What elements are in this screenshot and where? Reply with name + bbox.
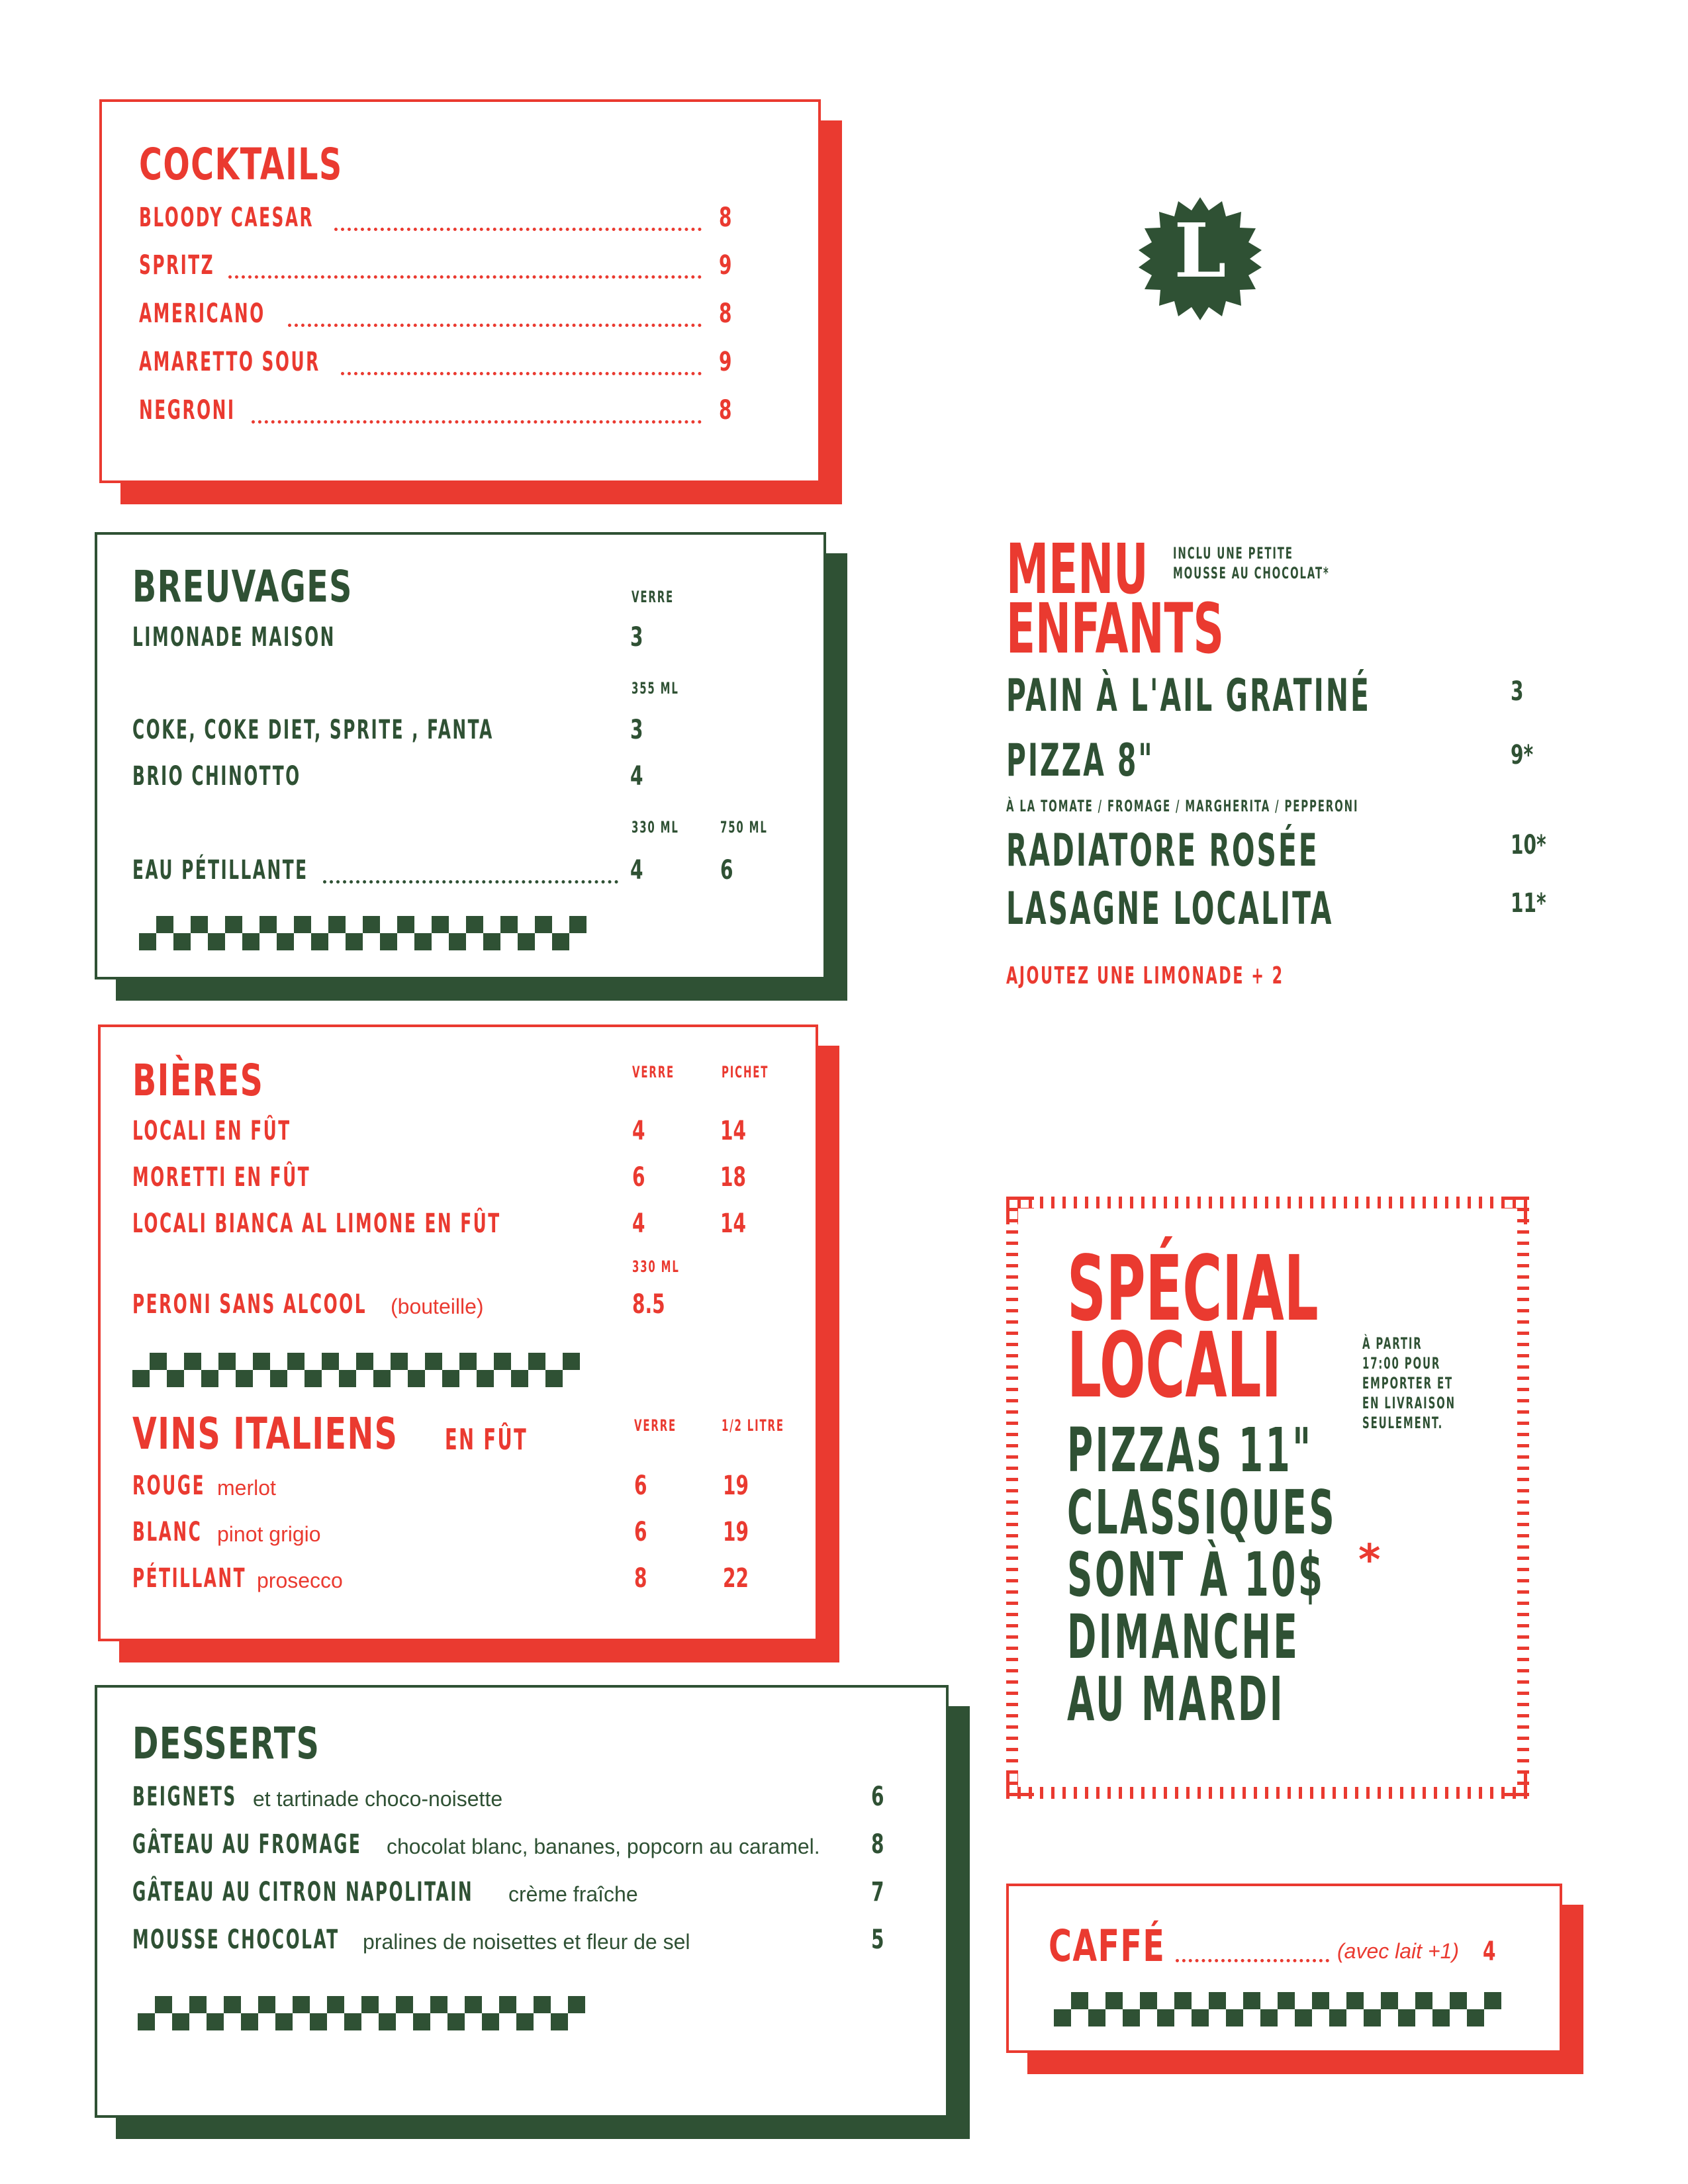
beer-name: MORETTI EN FÛT (132, 1162, 311, 1193)
beer-price-verre: 4 (632, 1208, 645, 1239)
wine-desc: prosecco (257, 1569, 343, 1592)
kids-menu-title-line2: ENFANTS (1006, 588, 1224, 669)
cocktail-price: 9 (719, 347, 732, 377)
desserts-title: DESSERTS (132, 1718, 320, 1769)
special-line: PIZZAS 11" (1067, 1415, 1313, 1486)
caffe-price: 4 (1483, 1936, 1496, 1967)
special-line: AU MARDI (1067, 1664, 1286, 1735)
cocktail-price: 8 (719, 395, 732, 426)
beer-price: 8.5 (632, 1289, 665, 1320)
column-header: PICHET (722, 1063, 769, 1081)
drink-price: 3 (630, 622, 643, 653)
cocktail-name: SPRITZ (139, 250, 215, 281)
drink-name: LIMONADE MAISON (132, 622, 336, 653)
cocktail-name: AMARETTO SOUR (139, 347, 320, 377)
drink-name: EAU PÉTILLANTE (132, 855, 308, 886)
dot-leader (288, 324, 702, 327)
checker-divider (138, 1996, 585, 2030)
vins-subtitle: EN FÛT (445, 1423, 528, 1457)
dessert-desc: chocolat blanc, bananes, popcorn au caramel. (387, 1835, 820, 1858)
kids-item-name: PIZZA 8" (1006, 735, 1154, 787)
kids-menu-note: MOUSSE AU CHOCOLAT* (1173, 564, 1330, 582)
drink-price-large: 6 (720, 855, 733, 886)
beer-price-verre: 6 (632, 1162, 645, 1193)
wine-price-verre: 8 (634, 1563, 647, 1594)
column-header: 1/2 LITRE (722, 1416, 784, 1435)
checker-divider (1054, 1992, 1501, 2026)
dessert-name: GÂTEAU AU CITRON NAPOLITAIN (132, 1877, 474, 1907)
caffe-note: (avec lait +1) (1337, 1939, 1460, 1963)
beer-name: PERONI SANS ALCOOL (132, 1289, 367, 1320)
column-header: 355 ML (632, 679, 679, 698)
beer-desc: (bouteille) (391, 1295, 484, 1318)
column-header: 750 ML (720, 818, 768, 837)
cocktails-title: COCKTAILS (139, 139, 343, 190)
drink-name: BRIO CHINOTTO (132, 761, 301, 792)
dot-leader (228, 275, 702, 279)
kids-item-price: 3 (1511, 676, 1524, 707)
breuvages-title: BREUVAGES (132, 561, 353, 612)
beer-price-pichet: 14 (720, 1208, 746, 1239)
dessert-price: 6 (871, 1782, 884, 1812)
beer-price-pichet: 18 (720, 1162, 746, 1193)
column-header: VERRE (632, 1063, 675, 1081)
column-header: 330 ML (632, 1257, 680, 1276)
drink-price-small: 4 (630, 855, 643, 886)
bieres-title: BIÈRES (132, 1055, 264, 1106)
column-header: VERRE (634, 1416, 677, 1435)
kids-item-price: 11* (1511, 888, 1546, 919)
dessert-desc: pralines de noisettes et fleur de sel (363, 1930, 690, 1954)
wine-name: PÉTILLANT (132, 1563, 247, 1594)
caffe-title: CAFFÉ (1049, 1921, 1166, 1972)
checker-divider (139, 916, 586, 950)
special-title-line1: SPÉCIAL (1067, 1237, 1319, 1342)
kids-item-price: 9* (1511, 740, 1534, 770)
cocktail-price: 8 (719, 298, 732, 329)
wine-price-litre: 19 (723, 1471, 749, 1501)
dot-leader (252, 420, 702, 424)
kids-menu-note: INCLU UNE PETITE (1173, 544, 1293, 563)
special-line: DIMANCHE (1067, 1602, 1300, 1672)
special-asterisk: * (1358, 1536, 1381, 1585)
kids-item-name: RADIATORE ROSÉE (1006, 825, 1319, 877)
dessert-desc: et tartinade choco-noisette (253, 1787, 503, 1811)
column-header: 330 ML (632, 818, 679, 837)
wine-price-litre: 22 (723, 1563, 749, 1594)
logo-letter: L (1174, 208, 1227, 295)
dessert-price: 5 (871, 1925, 884, 1955)
drink-price: 3 (630, 715, 643, 745)
beer-name: LOCALI EN FÛT (132, 1116, 291, 1146)
special-note-line: 17:00 POUR (1362, 1354, 1441, 1373)
cocktail-price: 8 (719, 203, 732, 233)
wine-price-verre: 6 (634, 1471, 647, 1501)
dessert-name: BEIGNETS (132, 1782, 237, 1812)
special-line: CLASSIQUES (1067, 1477, 1337, 1548)
cocktail-price: 9 (719, 250, 732, 281)
kids-item-price: 10* (1511, 830, 1546, 860)
dot-leader (341, 372, 702, 375)
drink-name: COKE, COKE DIET, SPRITE , FANTA (132, 715, 494, 745)
column-header: VERRE (632, 588, 675, 606)
cocktail-name: NEGRONI (139, 395, 236, 426)
dot-leader (1176, 1959, 1329, 1962)
dessert-desc: crème fraîche (508, 1882, 638, 1906)
checker-divider (132, 1353, 580, 1387)
vins-title: VINS ITALIENS (132, 1408, 399, 1459)
special-note-line: EN LIVRAISON (1362, 1394, 1456, 1412)
special-note-line: À PARTIR (1362, 1334, 1423, 1353)
beer-name: LOCALI BIANCA AL LIMONE EN FÛT (132, 1208, 501, 1239)
kids-item-name: LASAGNE LOCALITA (1006, 883, 1334, 935)
locali-logo (1139, 197, 1262, 320)
dot-leader (334, 228, 702, 231)
kids-item-name: PAIN À L'AIL GRATINÉ (1006, 670, 1371, 722)
beer-price-verre: 4 (632, 1116, 645, 1146)
wine-name: BLANC (132, 1517, 203, 1547)
kids-menu-title-line1: MENU (1006, 529, 1149, 610)
cocktail-name: AMERICANO (139, 298, 265, 329)
wine-desc: merlot (217, 1476, 276, 1500)
dot-leader (323, 880, 618, 884)
dessert-name: MOUSSE CHOCOLAT (132, 1925, 340, 1955)
dessert-name: GÂTEAU AU FROMAGE (132, 1829, 362, 1860)
special-note-line: SEULEMENT. (1362, 1414, 1444, 1432)
wine-price-litre: 19 (723, 1517, 749, 1547)
dessert-price: 8 (871, 1829, 884, 1860)
drink-price: 4 (630, 761, 643, 792)
wine-desc: pinot grigio (217, 1522, 321, 1546)
wine-name: ROUGE (132, 1471, 206, 1501)
special-note-line: EMPORTER ET (1362, 1374, 1454, 1392)
cocktail-name: BLOODY CAESAR (139, 203, 314, 233)
beer-price-pichet: 14 (720, 1116, 746, 1146)
pizza-options: À LA TOMATE / FROMAGE / MARGHERITA / PEPPERONI (1006, 797, 1359, 815)
wine-price-verre: 6 (634, 1517, 647, 1547)
kids-addon: AJOUTEZ UNE LIMONADE + 2 (1006, 962, 1284, 989)
dessert-price: 7 (871, 1877, 884, 1907)
special-line: SONT À 10$ (1067, 1539, 1325, 1610)
special-title-line2: LOCALI (1067, 1314, 1282, 1418)
